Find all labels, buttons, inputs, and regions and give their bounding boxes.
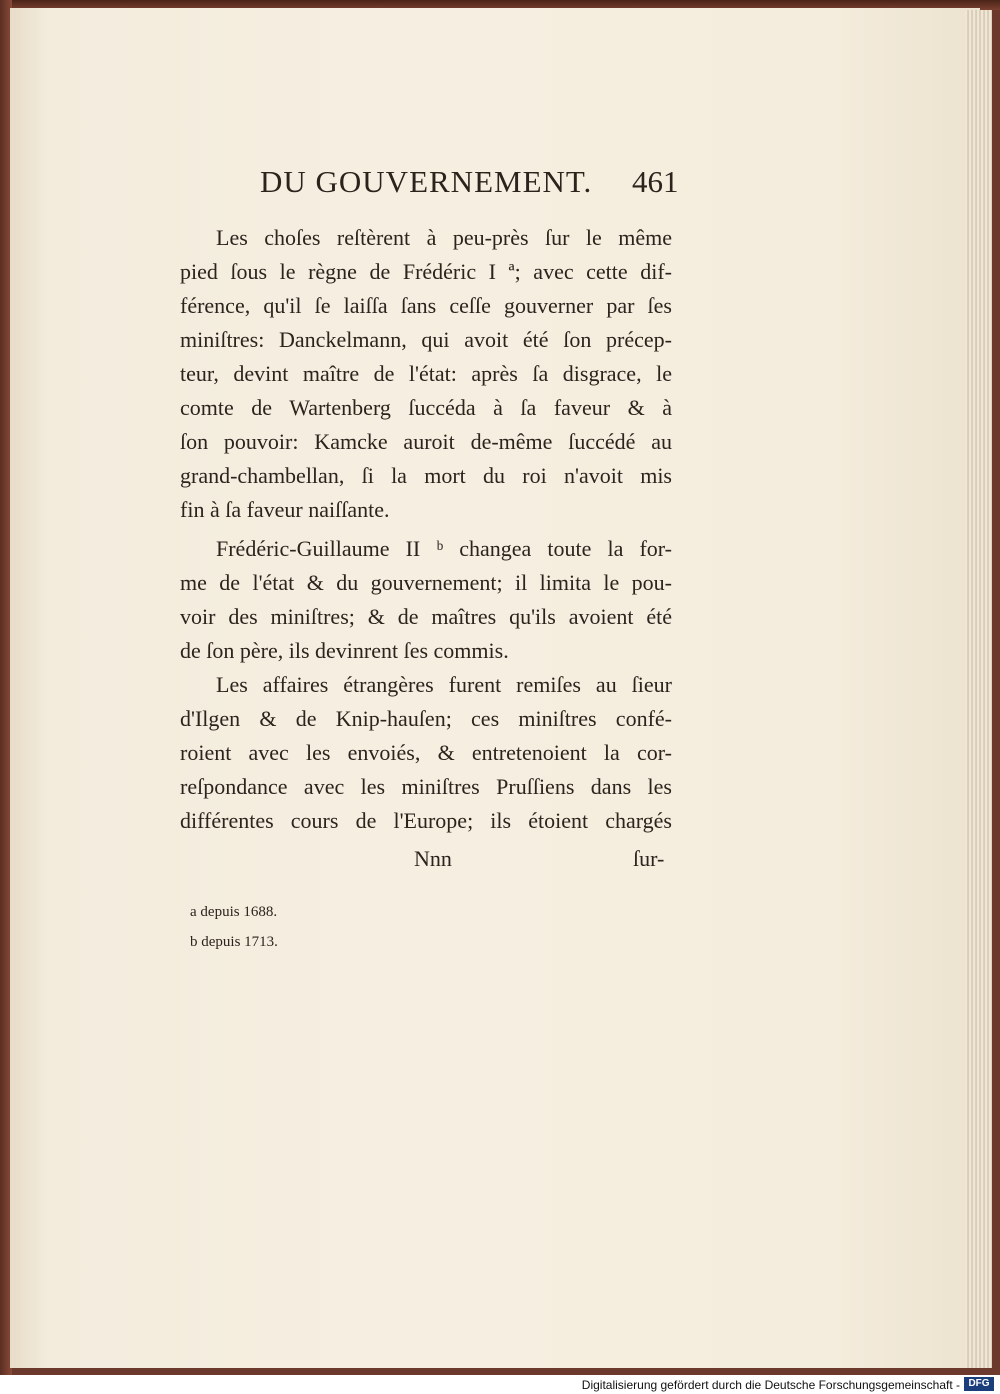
digitization-credit: Digitalisierung gefördert durch die Deutsche Forschungsgemeinschaft - (581, 1378, 960, 1392)
page-number: 461 (632, 164, 679, 199)
body-line: Frédéric-Guillaume II ᵇ changea toute la for- (216, 536, 672, 561)
body-line: Les affaires étrangères furent remiſes au ſieur (216, 672, 672, 697)
body-line: me de l'état & du gouvernement; il limita le pou- (180, 570, 672, 595)
body-line: de ſon père, ils devinrent ſes commis. (180, 638, 509, 663)
body-line: voir des miniſtres; & de maîtres qu'ils avoient été (180, 604, 672, 629)
body-line: différentes cours de l'Europe; ils étoient chargés (180, 808, 672, 833)
body-line: grand-chambellan, ſi la mort du roi n'avoit mis (180, 463, 672, 488)
running-header: DU GOUVERNEMENT. (260, 164, 593, 199)
body-line: roient avec les envoiés, & entretenoient la cor- (180, 740, 672, 765)
body-line: fin à ſa faveur naiſſante. (180, 497, 390, 522)
body-line: comte de Wartenberg ſuccéda à ſa faveur & à (180, 395, 672, 420)
footnote-b: b depuis 1713. (190, 934, 278, 950)
body-line: miniſtres: Danckelmann, qui avoit été ſon précep- (180, 327, 672, 352)
body-line: férence, qu'il ſe laiſſa ſans ceſſe gouverner par ſes (180, 293, 672, 318)
body-line: ſon pouvoir: Kamcke auroit de-même ſuccédé au (180, 429, 672, 454)
page-edges (965, 10, 992, 1368)
body-line: reſpondance avec les miniſtres Pruſſiens dans les (180, 774, 672, 799)
dfg-logo-icon: DFG (964, 1377, 994, 1391)
body-line: teur, devint maître de l'état: après ſa disgrace, le (180, 361, 672, 386)
body-line: d'Ilgen & de Knip-hauſen; ces miniſtres confé- (180, 706, 672, 731)
body-line: Les choſes reſtèrent à peu-près ſur le même (216, 225, 672, 250)
footnote-a: a depuis 1688. (190, 904, 278, 920)
catchword: ſur- (633, 846, 665, 871)
signature-mark: Nnn (414, 846, 452, 871)
body-line: pied ſous le règne de Frédéric I ª; avec cette dif- (180, 259, 672, 284)
